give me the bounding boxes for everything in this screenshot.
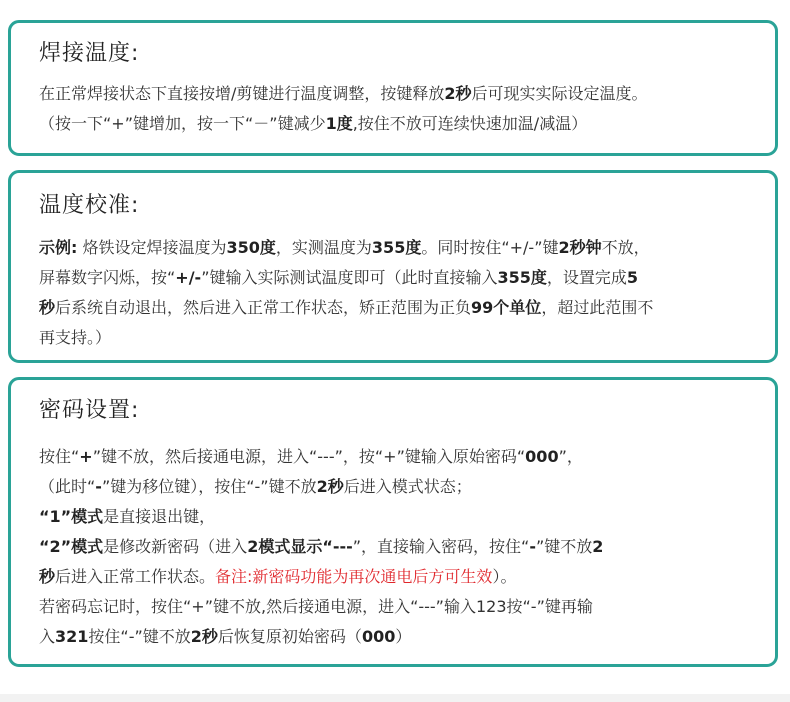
body-text: ）。	[492, 567, 517, 586]
body-text: 。同时按住“+/-”键	[421, 238, 559, 257]
body-text: 后系统自动退出，然后进入正常工作状态，矫正范围为正负	[55, 298, 472, 317]
text-line	[39, 442, 775, 472]
body-text: ”键为移位键），按住“-”键不放	[101, 477, 317, 496]
section-card-temperature-calibration	[8, 170, 778, 363]
text-line	[39, 622, 775, 652]
text-line	[39, 472, 775, 502]
body-text: 是修改新密码（进入	[103, 537, 248, 556]
text-line	[39, 233, 775, 263]
emphasis-text: 2	[592, 537, 604, 556]
body-text: ”键不放，然后接通电源，进入“---”，按“+”键输入原始密码“	[92, 447, 526, 466]
emphasis-text: 秒	[39, 567, 56, 586]
body-text: 入	[39, 627, 56, 646]
body-text: 在正常焊接状态下直接按增/剪键进行温度调整，按键释放	[39, 84, 445, 103]
emphasis-text: 2秒	[316, 477, 344, 496]
emphasis-text: 2秒	[444, 84, 472, 103]
body-text: ,按住不放可连续快速加温/减温）	[352, 114, 588, 133]
body-text: ，超过此范围不	[541, 298, 654, 317]
emphasis-text: 350度	[226, 238, 276, 257]
section-card-password-setting	[8, 377, 778, 667]
text-line	[39, 323, 775, 353]
emphasis-text: 99个单位	[471, 298, 542, 317]
emphasis-text: +	[79, 447, 93, 466]
body-text: 屏幕数字闪烁，按“	[39, 268, 176, 287]
body-text: 后可现实实际设定温度。	[471, 84, 648, 103]
text-line	[39, 592, 775, 622]
text-line	[39, 109, 775, 139]
emphasis-text: 秒	[39, 298, 56, 317]
body-text: ”，直接输入密码，按住“	[352, 537, 530, 556]
section-title: 焊接温度:	[39, 41, 140, 66]
text-line	[39, 293, 775, 323]
emphasis-text: -	[529, 537, 536, 556]
section-card-welding-temperature	[8, 20, 778, 156]
text-line	[39, 532, 775, 562]
emphasis-text: 321	[55, 627, 89, 646]
body-text: （此时“	[39, 477, 96, 496]
text-line	[39, 562, 775, 592]
body-text: 是直接退出键，	[103, 507, 216, 526]
section-body	[39, 233, 775, 353]
note-text: 备注:新密码功能为再次通电后方可生效	[215, 567, 493, 586]
body-text: ，实测温度为	[275, 238, 372, 257]
section-title: 温度校准:	[39, 193, 140, 218]
body-text: （按一下“+”键增加，按一下“－”键减少	[39, 114, 326, 133]
emphasis-text: 1度	[325, 114, 353, 133]
emphasis-text: 355度	[371, 238, 422, 257]
emphasis-text: 2秒钟	[558, 238, 602, 257]
emphasis-text: 000	[361, 627, 396, 646]
section-title: 密码设置:	[39, 398, 140, 423]
body-text: ，设置完成	[546, 268, 627, 287]
emphasis-text: 2秒	[190, 627, 218, 646]
emphasis-text: 000	[525, 447, 559, 466]
body-text: 后进入正常工作状态。	[55, 567, 216, 586]
section-body	[39, 79, 775, 139]
text-line	[39, 502, 775, 532]
emphasis-text: 355度	[497, 268, 547, 287]
text-line	[39, 79, 775, 109]
emphasis-text: 2模式显示“---	[247, 537, 353, 556]
text-line	[39, 263, 775, 293]
body-text: ”键不放	[536, 537, 593, 556]
body-text: ”，	[558, 447, 583, 466]
emphasis-text: “2”模式	[39, 537, 104, 556]
section-body	[39, 442, 775, 652]
body-text: 后恢复原初始密码（	[217, 627, 362, 646]
body-text: 后进入模式状态；	[343, 477, 472, 496]
bottom-strip	[0, 694, 790, 702]
body-text: 烙铁设定焊接温度为	[77, 238, 227, 257]
body-text: 再支持。）	[39, 328, 112, 347]
body-text: ）	[395, 627, 412, 646]
body-text: 不放，	[601, 238, 650, 257]
body-text: 按住“	[39, 447, 80, 466]
body-text: 若密码忘记时，按住“+”键不放,然后接通电源，进入“---”输入123按“-”键再输	[39, 597, 593, 616]
emphasis-text: 示例:	[39, 238, 78, 257]
emphasis-text: 5	[626, 268, 639, 287]
body-text: ”键输入实际测试温度即可（此时直接输入	[201, 268, 498, 287]
emphasis-text: “1”模式	[39, 507, 104, 526]
body-text: 按住“-”键不放	[88, 627, 191, 646]
emphasis-text: +/-	[175, 268, 202, 287]
emphasis-text: -	[95, 477, 102, 496]
